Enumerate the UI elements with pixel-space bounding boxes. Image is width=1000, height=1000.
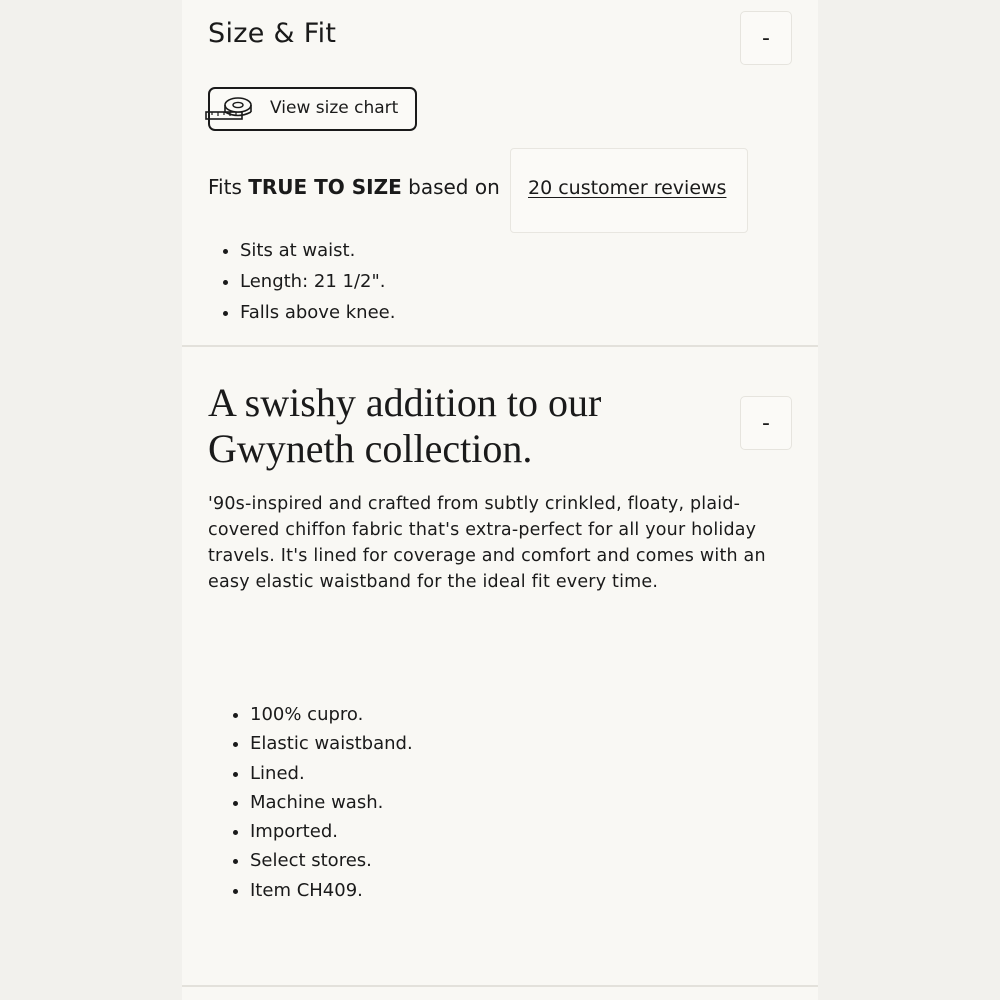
list-item: • Sits at waist.	[240, 235, 395, 266]
fit-suffix: based on	[401, 175, 500, 199]
section-divider	[182, 985, 818, 987]
customer-reviews-link[interactable]: 20 customer reviews	[528, 177, 727, 199]
description-body: '90s-inspired and crafted from subtly crinkled, floaty, plaid-covered chiffon fabric that's extra-perfect for all your holiday travels. It's lined for coverage and comfort and comes with an easy elastic waistband for the ideal fit every time.	[208, 494, 766, 592]
description-collapse-button[interactable]: -	[740, 396, 792, 450]
view-size-chart-label: View size chart	[270, 98, 399, 118]
product-details-panel	[182, 0, 818, 1000]
description-headline: A swishy addition to our Gwyneth collection.	[208, 380, 602, 471]
list-item: • Falls above knee.	[240, 297, 395, 328]
list-item: • 100% cupro.	[250, 700, 413, 729]
list-item: • Imported.	[250, 817, 413, 846]
view-size-chart-button[interactable]	[208, 87, 417, 131]
list-item: • Lined.	[250, 759, 413, 788]
list-item: • Length: 21 1/2".	[240, 266, 395, 297]
fit-summary	[208, 175, 500, 199]
list-item: • Select stores.	[250, 846, 413, 875]
customer-reviews-link-box[interactable]	[510, 148, 748, 233]
measuring-tape-icon	[204, 95, 256, 127]
product-detail-list	[250, 700, 413, 905]
list-item: • Item CH409.	[250, 876, 413, 905]
fit-prefix: Fits	[208, 175, 249, 199]
list-item: • Machine wash.	[250, 788, 413, 817]
section-divider	[182, 345, 818, 347]
size-fit-title: Size & Fit	[208, 18, 337, 49]
list-item: • Elastic waistband.	[250, 729, 413, 758]
size-fit-collapse-button[interactable]: -	[740, 11, 792, 65]
fit-bullet-list	[240, 235, 395, 328]
fit-verdict: TRUE TO SIZE	[248, 175, 402, 199]
